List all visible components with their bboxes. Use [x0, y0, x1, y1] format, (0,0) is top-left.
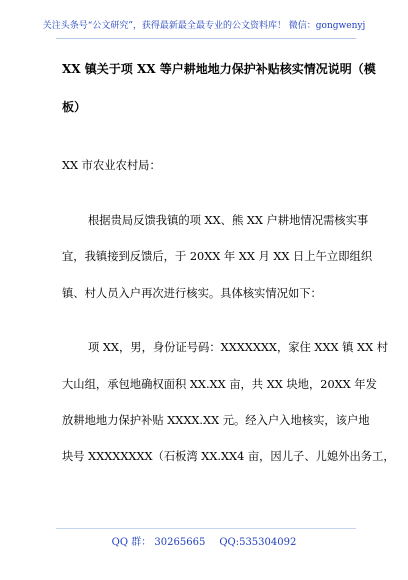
paragraph-line: 大山组，承包地确权面积 XX.XX 亩，共 XX 块地，20XX 年发 [62, 378, 377, 391]
footer-divider [56, 528, 356, 529]
paragraph-line: 宜，我镇接到反馈后，于 20XX 年 XX 月 XX 日上午立即组织 [62, 250, 373, 263]
footer-qq-group: QQ 群： 30265665 [111, 537, 206, 548]
paragraph-line: 放耕地地力保护补贴 XXXX.XX 元。经入户入地核实，该户地 [62, 414, 370, 427]
paragraph-line: 项 XX，男，身份证号码：XXXXXXX，家住 XXX 镇 XX 村 [88, 341, 389, 354]
paragraph-line: 根据贵局反馈我镇的项 XX、熊 XX 户耕地情况需核实事 [88, 214, 369, 227]
paragraph-line: 镇、村人员入户再次进行核实。具体核实情况如下： [62, 287, 322, 300]
header-note: 关注头条号“公文研究”，获得最新最全最专业的公文资料库！ 微信：gongwenyj [42, 21, 366, 31]
paragraph-line: 块号 XXXXXXXX（石板湾 XX.XX4 亩，因儿子、儿媳外出务工， [62, 450, 395, 463]
document-title-line-1: XX 镇关于项 XX 等户耕地地力保护补贴核实情况说明（模 [62, 62, 376, 76]
footer-qq: QQ:535304092 [219, 537, 297, 548]
header-divider [56, 38, 356, 39]
footer [0, 533, 408, 548]
salutation: XX 市农业农村局： [62, 159, 161, 172]
document-title-line-2: 板） [62, 100, 87, 114]
